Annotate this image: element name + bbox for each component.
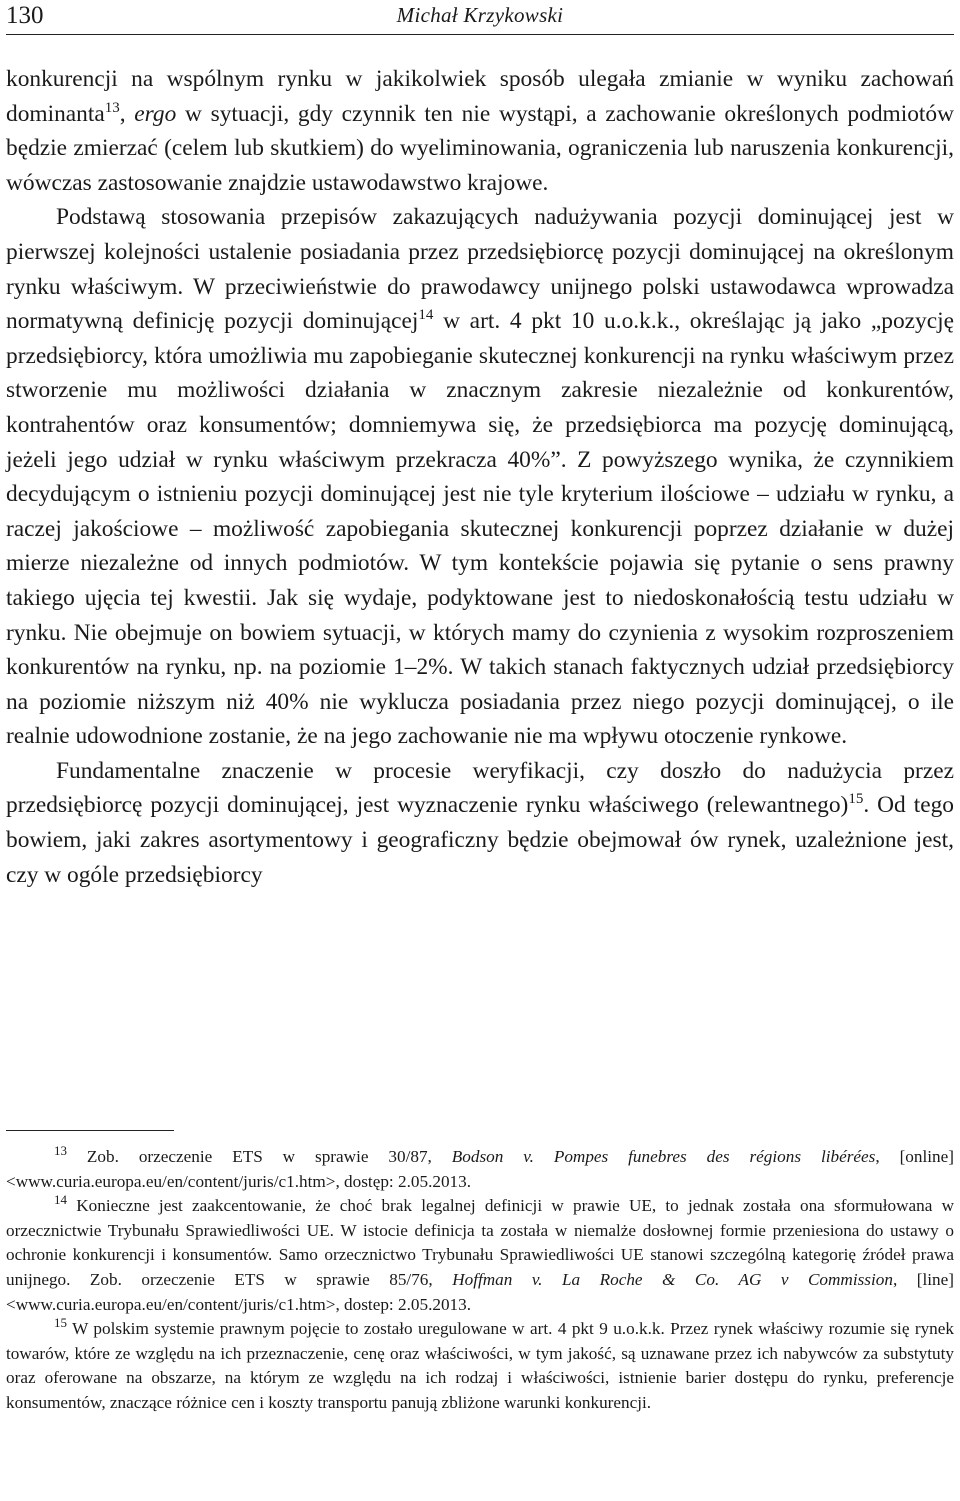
footnote-13-text-b: , [online] <www.curia.europa.eu/en/content/juris/c1.htm>, dostęp: 2.05.2013.	[6, 1147, 954, 1191]
footnote-15	[6, 1317, 954, 1415]
page-header	[6, 0, 954, 35]
footnote-ref-15: 15	[848, 791, 864, 808]
main-text	[6, 62, 954, 892]
paragraph-2-text-a: Podstawą stosowania przepisów zakazujących nadużywania pozycji dominującej jest w pierwszej kolejności ustalenie posiadania przez przedsiębiorcę pozycji dominującej na określonym rynku właściwym. W przeciwieństwie do prawodawcy unijnego polski ustawodawca wprowadza normatywną definicję pozycji dominującej	[6, 204, 954, 335]
paragraph-3-text-a: Fundamentalne znaczenie w procesie weryfikacji, czy doszło do nadużycia przez przedsiębiorcę pozycji dominującej, jest wyznaczenie rynku właściwego (relewantnego)	[6, 757, 954, 819]
footnote-15-number: 15	[54, 1315, 67, 1331]
footnote-13	[6, 1145, 954, 1194]
footnote-13-case-name: Bodson v. Pompes funebres des régions libérées	[451, 1147, 876, 1166]
paragraph-1-text-b: ,	[119, 100, 135, 127]
footnote-15-text: W polskim systemie prawnym pojęcie to zostało uregulowane w art. 4 pkt 9 u.o.k.k. Przez rynek właściwy rozumie się rynek towarów, które ze względu na ich przeznaczenie, cenę oraz właściwości, w tym jakość, są uznawane przez ich nabywców za substytuty oraz oferowane na obszarze, na którym ze względu na ich rodzaj i właściwości, istnienie barier dostępu do rynku, preferencje konsumentów, znaczące różnice cen i koszty transportu panują zbliżone warunki konkurencji.	[6, 1319, 954, 1412]
footnote-14-case-name: Hoffman v. La Roche & Co. AG v Commission	[452, 1269, 893, 1289]
paragraph-1-text-c: w sytuacji, gdy czynnik ten nie wystąpi, a zachowanie określonych podmiotów będzie zmierzać (celem lub skutkiem) do wyeliminowania, ograniczenia lub naruszenia konkurencji, wówczas zastosowanie znajdzie ustawodawstwo krajowe.	[6, 100, 954, 196]
footnote-separator	[6, 1130, 174, 1131]
paragraph-1-ergo: ergo	[134, 100, 177, 127]
running-head-author: Michał Krzykowski	[396, 3, 564, 27]
paragraph-2	[6, 200, 954, 754]
paragraph-2-text-b: w art. 4 pkt 10 u.o.k.k., określając ją jako „pozycję przedsiębiorcy, która umożliwia mu zapobieganie skutecznej konkurencji na rynku właściwym przez stworzenie mu możliwości działania w znacznym zakresie niezależnie od konkurentów, kontrahentów oraz konsumentów; domniemywa się, że przedsiębiorca ma pozycję dominującą, jeżeli jego udział w rynku właściwym przekracza 40%”. Z powyższego wynika, że czynnikiem decydującym o istnieniu pozycji dominującej jest nie tyle kryterium ilościowe – udziału w rynku, a raczej jakościowe – możliwość zapobiegania skutecznej konkurencji poprzez działanie w dużej mierze niezależne od innych podmiotów. W tym kontekście pojawia się pytanie o sens prawny takiego ujęcia tej kwestii. Jak się wydaje, podyktowane jest to niedoskonałością testu udziału w rynku. Nie obejmuje on bowiem sytuacji, w których mamy do czynienia z wysokim rozproszeniem konkurentów na rynku, np. na poziomie 1–2%. W takich stanach faktycznych udział przedsiębiorcy na poziomie niższym niż 40% nie wyklucza posiadania przez niego pozycji dominującej, o ile realnie udowodnione zostanie, że na jego zachowanie nie ma wpływu otoczenie rynkowe.	[6, 308, 955, 750]
footnote-13-number: 13	[54, 1143, 67, 1158]
page-number: 130	[6, 2, 44, 29]
footnote-14-text-b: , [line] <www.curia.europa.eu/en/content/juris/c1.htm>, dostep: 2.05.2013.	[6, 1269, 954, 1314]
footnote-14	[6, 1194, 954, 1317]
footnote-13-text-a: Zob. orzeczenie ETS w sprawie 30/87,	[67, 1147, 452, 1166]
paragraph-3	[6, 754, 954, 892]
paragraph-1-text-a: konkurencji na wspólnym rynku w jakikolwiek sposób ulegała zmianie w wyniku zachowań dominanta	[6, 66, 954, 127]
footnotes	[6, 1145, 954, 1416]
paragraph-1	[6, 62, 954, 200]
footnote-14-text-a: Konieczne jest zaakcentowanie, że choć brak legalnej definicji w prawie UE, to jednak została ona sformułowana w orzecznictwie Trybunału Sprawiedliwości UE. W istocie definicja ta została w niemalże dosłownej formie przeniesiona do ustawy o ochronie konkurencji i konsumentów. Samo orzecznictwo Trybunału Sprawiedliwości UE stanowi szczególną kategorię źródeł prawa unijnego. Zob. orzeczenie ETS w sprawie 85/76,	[6, 1196, 954, 1289]
footnote-ref-13: 13	[104, 99, 120, 116]
footnote-ref-14: 14	[418, 307, 434, 324]
footnote-14-number: 14	[54, 1192, 67, 1208]
paragraph-3-text-b: . Od tego bowiem, jaki zakres asortymentowy i geograficzny będzie obejmował ów rynek, uzależnione jest, czy w ogóle przedsiębiorcy	[6, 792, 955, 888]
